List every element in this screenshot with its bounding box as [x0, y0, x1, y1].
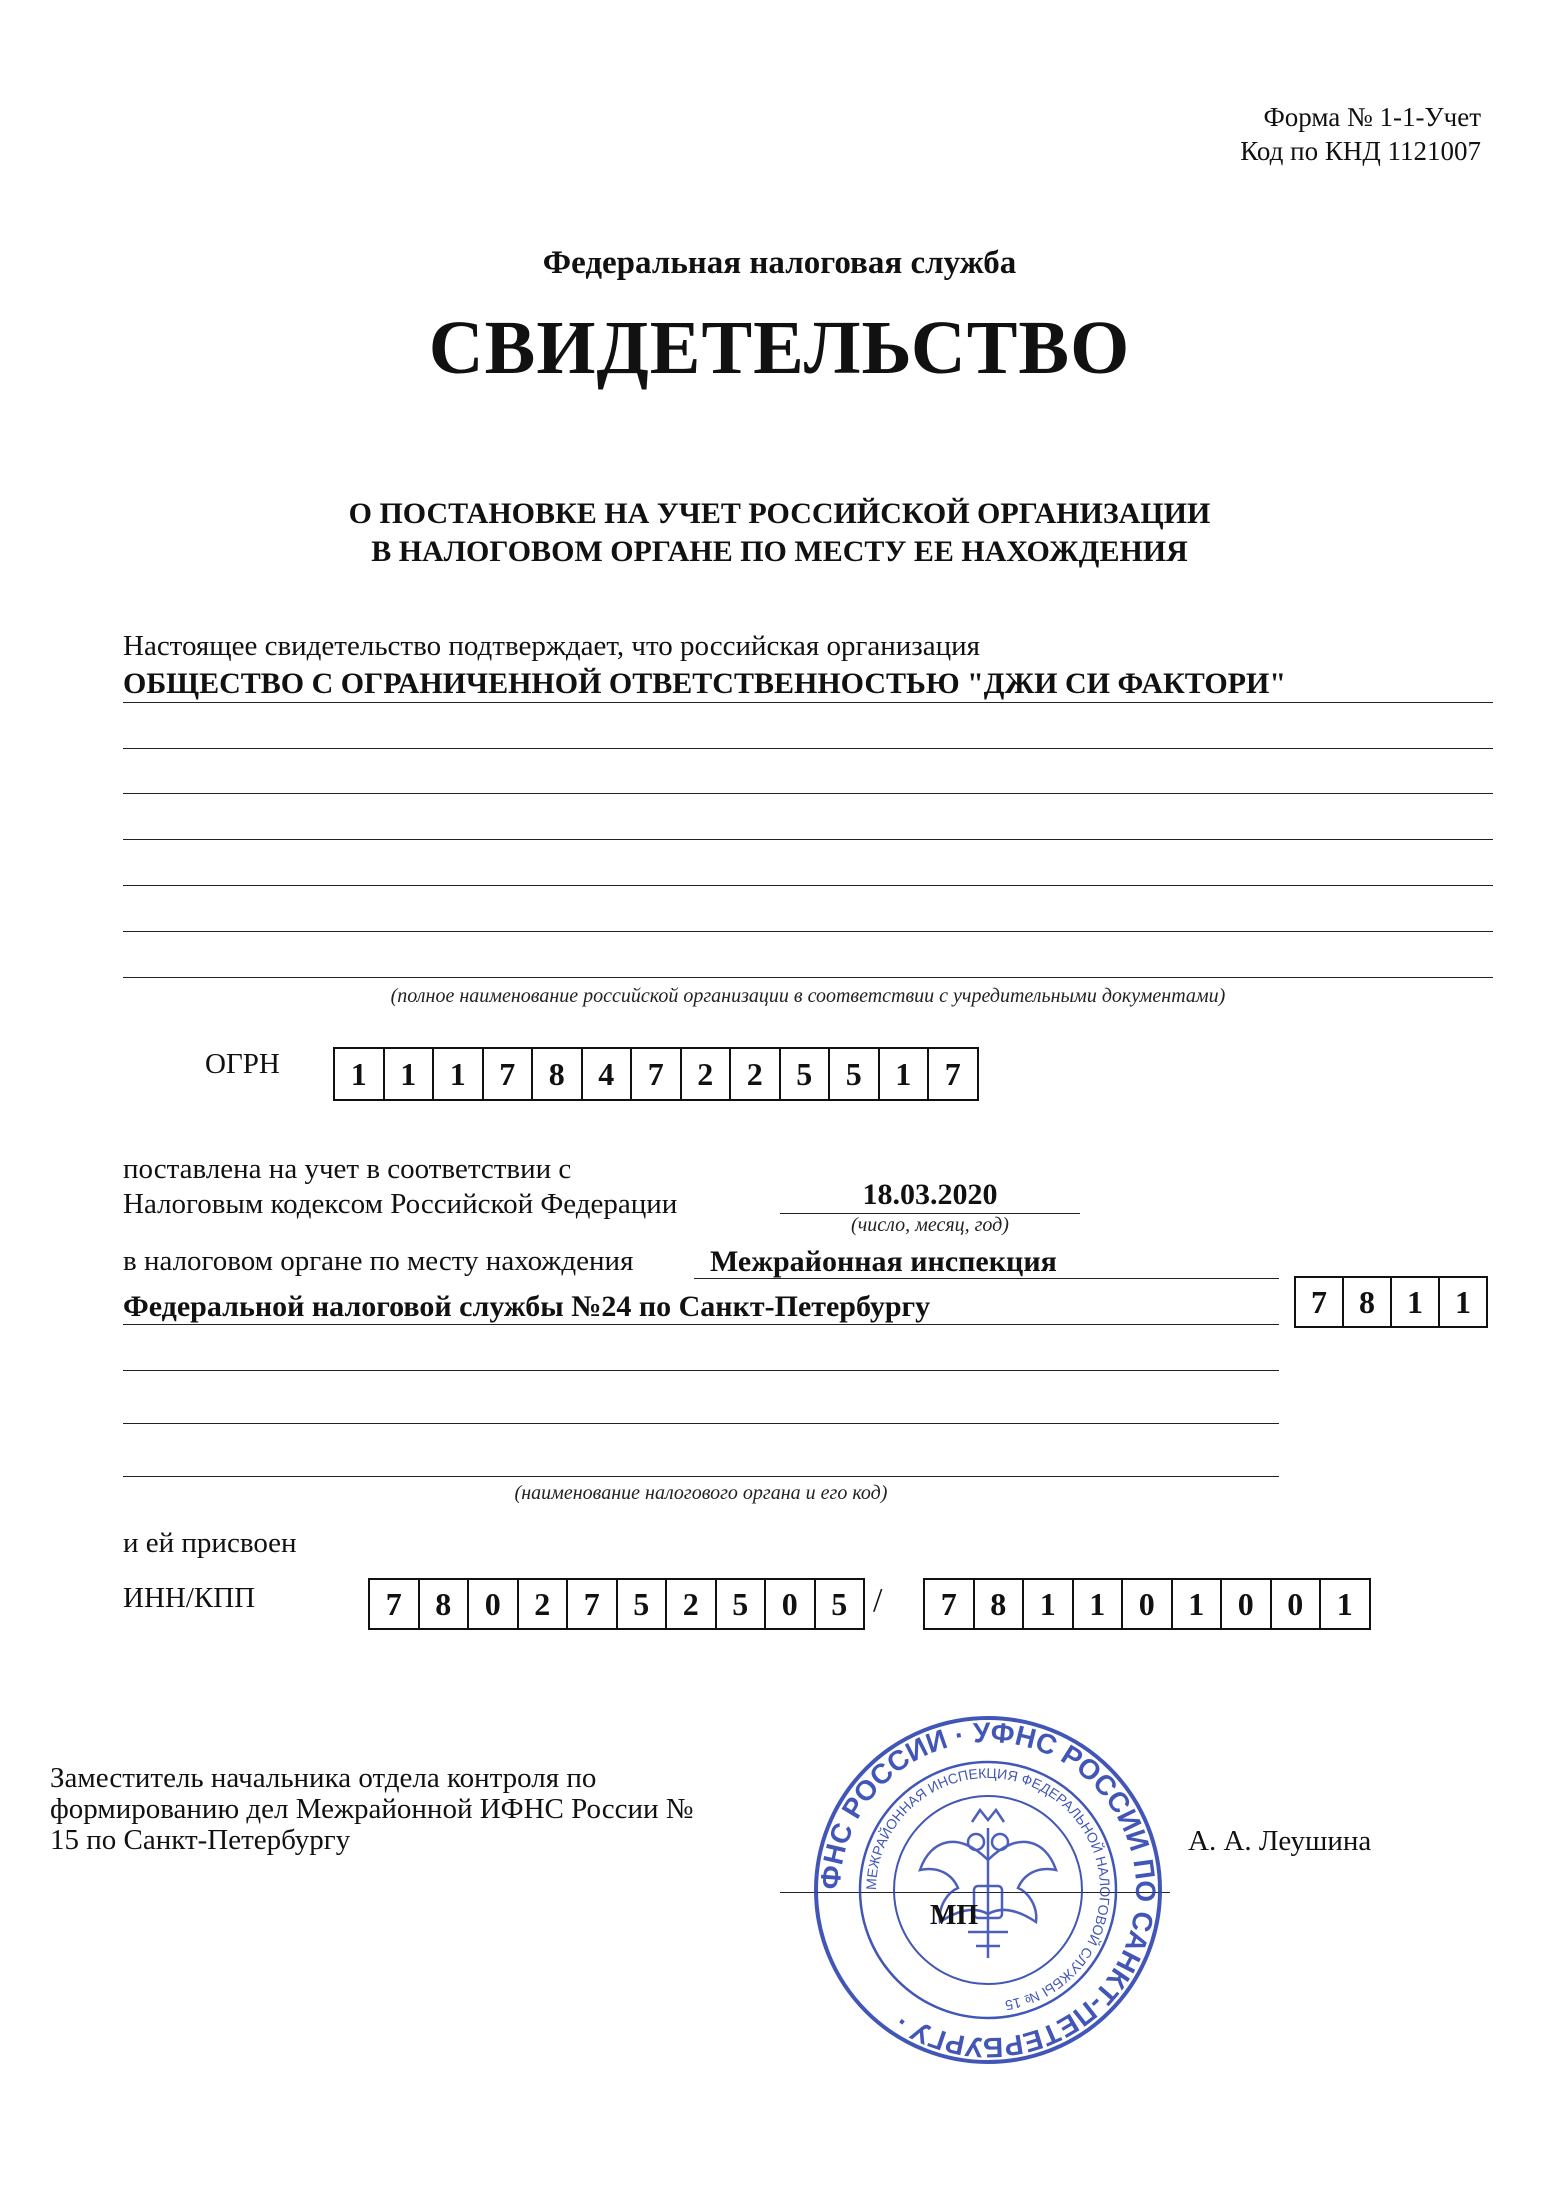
ogrn-boxes [333, 1047, 979, 1101]
stamp-seal-icon [808, 1710, 1168, 2070]
kpp-digit: 0 [1123, 1580, 1173, 1628]
kpp-digit: 1 [1336, 1585, 1353, 1622]
ogrn-digit: 1 [880, 1049, 930, 1099]
kpp-digit: 7 [925, 1580, 975, 1628]
org-name-line [123, 977, 1493, 978]
tax-office-code-digit: 8 [1344, 1278, 1392, 1326]
inn-kpp-label: ИНН/КПП [123, 1582, 256, 1614]
position-line-2: формированию дел Межрайонной ИФНС России № [50, 1793, 694, 1825]
tax-office-line-1: Межрайонная инспекция [710, 1245, 1057, 1278]
assigned-label: и ей присвоен [123, 1527, 297, 1559]
ogrn-digit: 2 [682, 1049, 732, 1099]
authority-name: Федеральная налоговая служба [542, 245, 1017, 281]
registration-line-2: Налоговым кодексом Российской Федерации [123, 1188, 678, 1220]
org-name-line [123, 839, 1493, 840]
kpp-digit: 1 [1074, 1580, 1124, 1628]
ogrn-digit: 5 [781, 1049, 831, 1099]
signatory-position [50, 1763, 693, 1856]
stamp-inner-text: МЕЖРАЙОННАЯ ИНСПЕКЦИЯ ФЕДЕРАЛЬНОЙ НАЛОГОВОЙ СЛУЖБЫ № 15 [862, 1764, 1114, 2014]
official-stamp [808, 1710, 1168, 2070]
ogrn-digit: 4 [583, 1049, 633, 1099]
tax-office-line [123, 1476, 1279, 1477]
organization-name: ОБЩЕСТВО С ОГРАНИЧЕННОЙ ОТВЕТСТВЕННОСТЬЮ "ДЖИ СИ ФАКТОРИ" [123, 667, 1286, 700]
inn-digit: 8 [420, 1580, 470, 1628]
org-name-line [123, 931, 1493, 932]
inn-digit: 5 [717, 1580, 767, 1628]
ogrn-digit: 7 [944, 1055, 961, 1092]
inn-digit: 5 [831, 1585, 848, 1622]
signatory-name: А. А. Леушина [1188, 1825, 1372, 1857]
mp-mark: МП [930, 1900, 979, 1931]
ogrn-digit: 8 [533, 1049, 583, 1099]
form-header [1240, 100, 1481, 168]
inn-digit: 0 [766, 1580, 816, 1628]
date-caption: (число, месяц, год) [851, 1214, 1009, 1236]
inn-digit: 2 [667, 1580, 717, 1628]
stamp-outer-text: ФНС РОССИИ · УФНС РОССИИ ПО САНКТ-ПЕТЕРБУРГУ · [814, 1716, 1162, 2064]
ogrn-digit: 1 [434, 1049, 484, 1099]
document-subtitle [0, 495, 1559, 571]
confirm-text: Настоящее свидетельство подтверждает, что российская организация [123, 630, 980, 662]
position-line-3: 15 по Санкт-Петербургу [50, 1824, 351, 1856]
kpp-digit: 1 [1173, 1580, 1223, 1628]
tax-office-line [694, 1278, 1279, 1279]
ogrn-digit: 7 [632, 1049, 682, 1099]
knd-code: Код по КНД 1121007 [1240, 136, 1481, 166]
tax-office-code-digit: 7 [1296, 1278, 1344, 1326]
inn-digit: 5 [618, 1580, 668, 1628]
inn-digit: 0 [469, 1580, 519, 1628]
form-number: Форма № 1-1-Учет [1263, 102, 1481, 132]
tax-office-line [123, 1423, 1279, 1424]
tax-office-code-digit: 1 [1392, 1278, 1440, 1326]
registration-date: 18.03.2020 [862, 1178, 998, 1211]
org-name-caption: (полное наименование российской организации в соответствии с учредительными документами) [390, 985, 1226, 1007]
document-title: СВИДЕТЕЛЬСТВО [428, 306, 1131, 390]
kpp-digit: 8 [975, 1580, 1025, 1628]
inn-digit: 2 [519, 1580, 569, 1628]
ogrn-digit: 7 [484, 1049, 534, 1099]
org-name-line [123, 793, 1493, 794]
inn-kpp-separator: / [873, 1582, 883, 1619]
kpp-boxes [923, 1578, 1371, 1630]
ogrn-digit: 1 [335, 1049, 385, 1099]
place-label: в налоговом органе по месту нахождения [123, 1245, 634, 1277]
ogrn-digit: 5 [830, 1049, 880, 1099]
ogrn-label: ОГРН [205, 1048, 280, 1080]
inn-digit: 7 [370, 1580, 420, 1628]
subtitle-line-1: О ПОСТАНОВКЕ НА УЧЕТ РОССИЙСКОЙ ОРГАНИЗАЦИИ [348, 497, 1211, 530]
org-name-line [123, 702, 1493, 703]
kpp-digit: 0 [1272, 1580, 1322, 1628]
tax-office-caption: (наименование налогового органа и его код) [514, 1482, 888, 1504]
position-line-1: Заместитель начальника отдела контроля по [50, 1762, 597, 1794]
inn-boxes [368, 1578, 865, 1630]
ogrn-digit: 1 [385, 1049, 435, 1099]
org-name-line [123, 885, 1493, 886]
tax-office-line-2: Федеральной налоговой службы №24 по Санкт-Петербургу [123, 1290, 931, 1323]
tax-office-code-boxes [1294, 1276, 1488, 1328]
ogrn-digit: 2 [731, 1049, 781, 1099]
tax-office-line [123, 1370, 1279, 1371]
org-name-line [123, 748, 1493, 749]
kpp-digit: 1 [1024, 1580, 1074, 1628]
kpp-digit: 0 [1222, 1580, 1272, 1628]
subtitle-line-2: В НАЛОГОВОМ ОРГАНЕ ПО МЕСТУ ЕЕ НАХОЖДЕНИЯ [371, 535, 1188, 568]
registration-line-1: поставлена на учет в соответствии с [123, 1153, 572, 1185]
tax-office-line [123, 1324, 1279, 1325]
inn-digit: 7 [568, 1580, 618, 1628]
tax-office-code-digit: 1 [1455, 1283, 1471, 1320]
